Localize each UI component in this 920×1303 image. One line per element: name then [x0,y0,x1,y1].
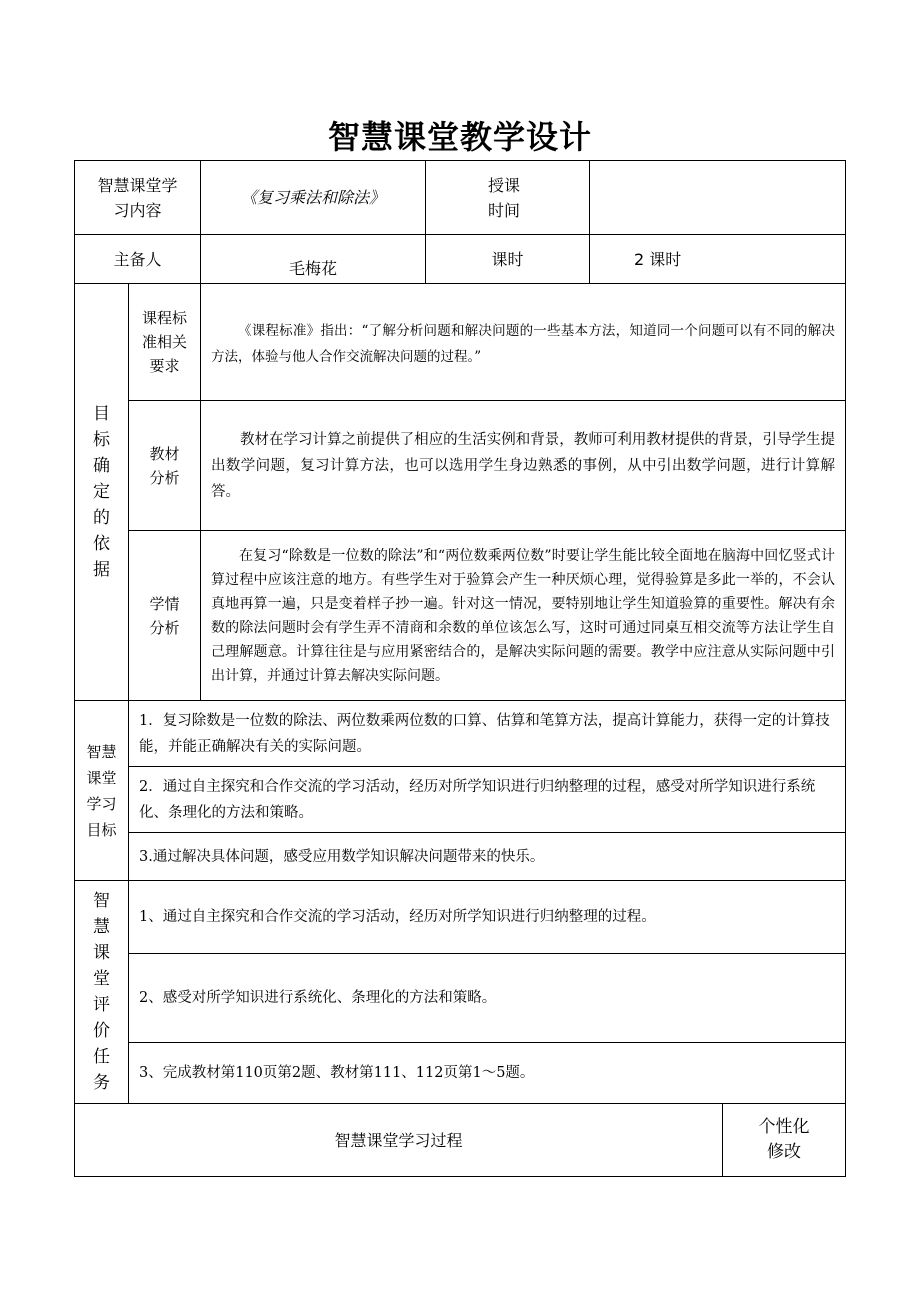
learner-analysis-text: 在复习“除数是一位数的除法”和“两位数乘两位数”时要让学生能比较全面地在脑海中回忆竖式计算过程中应该注意的地方。有些学生对于验算会产生一种厌烦心理，觉得验算是多此一举的，不会认真地再算一遍，只是变着样子抄一遍。针对这一情况，要特别地让学生知道验算的重要性。解决有余数的除法问题时会有学生弄不清商和余数的单位该怎么写，这时可通过同桌互相交流等方法让学生自己理解题意。计算往往是与应用紧密结合的，是解决实际问题的需要。教学中应注意从实际问题中引出计算，并通过计算去解决实际问题。 [211,547,835,684]
goals-label: 智慧课堂学习目标 [86,742,117,839]
learning-content-label: 智慧课堂学习内容 [97,175,178,220]
basis-label: 目标确定的依据 [93,404,110,580]
author-value: 毛梅花 [288,259,337,278]
curriculum-standard-label: 课程标准相关要求 [141,309,187,375]
learning-content-value: 《复习乘法和除法》 [240,188,385,207]
period-value: 2 课时 [634,249,682,269]
textbook-analysis-text: 教材在学习计算之前提供了相应的生活实例和背景，教师可利用教材提供的背景，引导学生提出数学问题，复习计算方法，也可以选用学生身边熟悉的事例，从中引出数学问题，进行计算解答。 [211,431,835,500]
learner-analysis-label: 学情分析 [149,594,180,637]
goal-item: 3.通过解决具体问题，感受应用数学知识解决问题带来的快乐。 [139,848,545,865]
curriculum-standard-text: 《课程标准》指出：“了解分析问题和解决问题的一些基本方法，知道同一个问题可以有不同的解决方法，体验与他人合作交流解决问题的过程。” [211,323,835,365]
tasks-label: 智慧课堂评价任务 [93,891,110,1093]
goal-item: 1．复习除数是一位数的除法、两位数乘两位数的口算、估算和笔算方法，提高计算能力，获得一定的计算技能，并能正确解决有关的实际问题。 [139,712,830,755]
period-label: 课时 [491,249,524,269]
goal-item: 2．通过自主探究和合作交流的学习活动，经历对所学知识进行归纳整理的过程，感受对所学知识进行系统化、条理化的方法和策略。 [139,778,816,821]
task-item: 1、通过自主探究和合作交流的学习活动，经历对所学知识进行归纳整理的过程。 [139,909,656,925]
learning-process-label: 智慧课堂学习过程 [334,1131,463,1150]
class-time-label: 授课时间 [488,175,521,220]
task-item: 3、完成教材第110页第2题、教材第111、112页第1～5题。 [139,1065,535,1081]
textbook-analysis-label: 教材分析 [149,444,180,487]
author-label: 主备人 [113,249,162,269]
page-title: 智慧课堂教学设计 [327,118,592,156]
task-item: 2、感受对所学知识进行系统化、条理化的方法和策略。 [139,990,497,1006]
personalized-revision-label: 个性化修改 [758,1117,810,1162]
